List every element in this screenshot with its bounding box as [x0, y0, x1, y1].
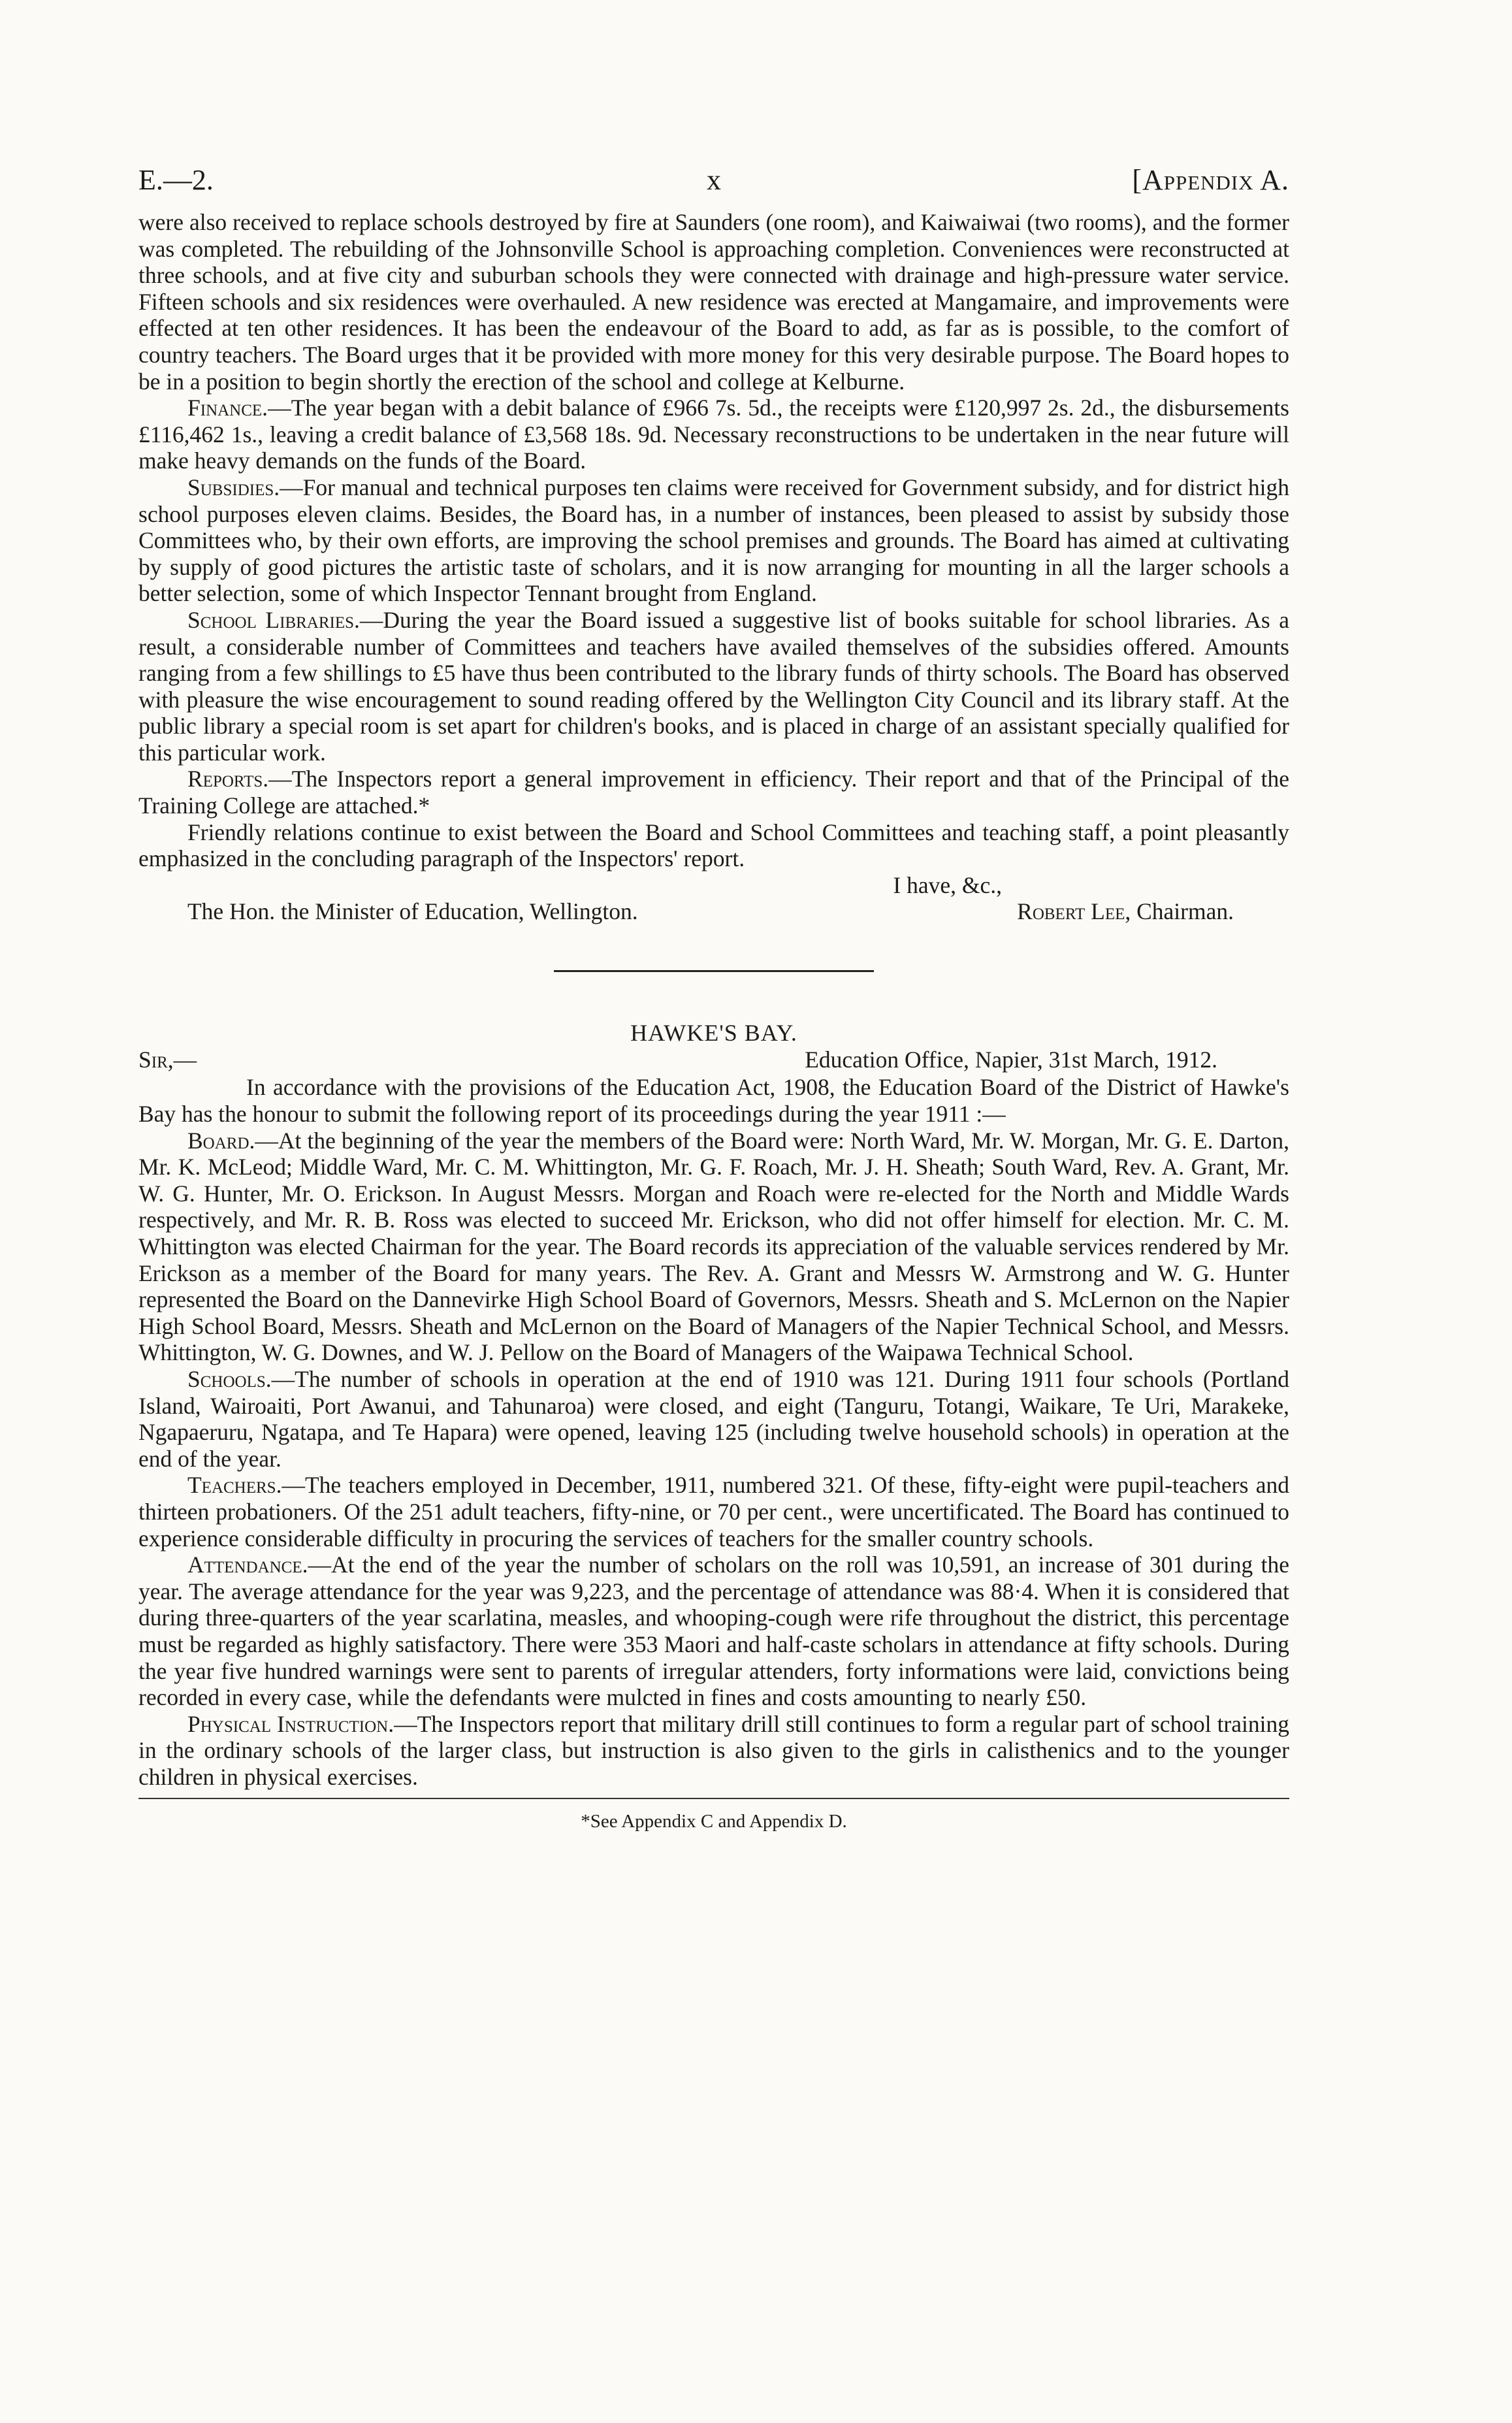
- section-title: HAWKE'S BAY.: [630, 1020, 797, 1047]
- report-code: E.—2.: [138, 164, 214, 196]
- appendix-label: [Appendix A.: [1132, 164, 1289, 196]
- finance-heading: Finance.: [187, 395, 268, 421]
- teachers-text: —The teachers employed in December, 1911, numbered 321. Of these, fifty-eight were pupil-teachers and thirteen probationers. Of the 251 adult teachers, fifty-nine, or 70 per cent., were uncertificated. The Board has continued to experience considerable difficulty in procuring the services of teachers for the smaller country schools.: [138, 1472, 1289, 1552]
- physical-instruction-paragraph: [138, 1711, 1289, 1791]
- page-number: x: [707, 164, 721, 196]
- finance-text: —The year began with a debit balance of £966 7s. 5d., the receipts were £120,997 2s. 2d., the disbursements £116,462 1s., leaving a credit balance of £3,568 18s. 9d. Necessary reconstructions to be undertaken in the near future will make heavy demands on the funds of the Board.: [138, 395, 1289, 474]
- closing-line: I have, &c.,: [893, 871, 1002, 898]
- subsidies-text: —For manual and technical purposes ten claims were received for Government subsidy, and for district high school purposes eleven claims. Besides, the Board has, in a number of instances, been pleased to assist by subsidy those Committees who, by their own efforts, are improving the school premises and grounds. The Board has aimed at cultivating by supply of good pictures the artistic taste of scholars, and it is now arranging for mounting in all the larger schools a better selection, some of which Inspector Tennant brought from England.: [138, 474, 1289, 607]
- schools-text: —The number of schools in operation at the end of 1910 was 121. During 1911 four schools (Portland Island, Wairoaiti, Port Awanui, and Tahunaroa) were closed, and eight (Tanguru, Totangi, Waikare, Te Uri, Marakeke, Ngapaeruru, Ngatapa, and Te Hapara) were opened, leaving 125 (including twelve household schools) in operation at the end of the year.: [138, 1365, 1289, 1472]
- reports-heading: Reports.: [187, 766, 269, 792]
- finance-paragraph: [138, 395, 1289, 474]
- addressee: The Hon. the Minister of Education, Wellington.: [187, 898, 638, 925]
- schools-paragraph: [138, 1366, 1289, 1472]
- attendance-text: —At the end of the year the number of scholars on the roll was 10,591, an increase of 301 during the year. The average attendance for the year was 9,223, and the percentage of attendance was 88·4. When it is considered that during three-quarters of the year scarlatina, measles, and whooping-cough were rife throughout the district, this percentage must be regarded as highly satisfactory. There were 353 Maori and half-caste scholars in attendance at fifty schools. During the year five hundred warnings were sent to parents of irregular attenders, forty informations were laid, convictions being recorded in every case, while the defendants were mulcted in fines and costs amounting to nearly £50.: [138, 1552, 1289, 1711]
- section-divider: [554, 970, 874, 972]
- salutation-row: [138, 1047, 1289, 1074]
- page-header: [138, 163, 1289, 209]
- signatory-title: , Chairman.: [1125, 898, 1234, 925]
- intro-paragraph: In accordance with the provisions of the Education Act, 1908, the Education Board of the District of Hawke's Bay has the honour to submit the following report of its proceedings during the year 1911 :—: [138, 1074, 1289, 1128]
- subsidies-heading: Subsidies.: [187, 474, 280, 500]
- teachers-paragraph: [138, 1472, 1289, 1552]
- continued-paragraph: were also received to replace schools destroyed by fire at Saunders (one room), and Kaiwaiwai (two rooms), and the former was completed. The rebuilding of the Johnsonville School is approaching completion. Conveniences were reconstructed at three schools, and at five city and suburban schools they were connected with drainage and high-pressure water service. Fifteen schools and six residences were overhauled. A new residence was erected at Mangamaire, and improvements were effected at ten other residences. It has been the endeavour of the Board to add, as far as is possible, to the comfort of country teachers. The Board urges that it be provided with more money for this very desirable purpose. The Board hopes to be in a position to begin shortly the erection of the school and college at Kelburne.: [138, 209, 1289, 395]
- signatory-name: Robert Lee: [1017, 898, 1125, 925]
- schools-heading: Schools.: [187, 1365, 272, 1392]
- signature-row: [138, 898, 1289, 926]
- school-libraries-text: —During the year the Board issued a suggestive list of books suitable for school libraries. As a result, a considerable number of Committees and teachers have availed themselves of the subsidies offered. Amounts ranging from a few shillings to £5 have thus been contributed to the library funds of thirty schools. The Board has observed with pleasure the wise encouragement to sound reading offered by the Wellington City Council and its library staff. At the public library a special room is set apart for children's books, and is placed in charge of an assistant specially qualified for this particular work.: [138, 606, 1289, 766]
- friendly-relations-paragraph: Friendly relations continue to exist between the Board and School Committees and teaching staff, a point pleasantly emphasized in the concluding paragraph of the Inspectors' report.: [138, 819, 1289, 872]
- footnote: *See Appendix C and Appendix D.: [581, 1811, 847, 1832]
- signatory: [1017, 898, 1234, 925]
- reports-text: —The Inspectors report a general improvement in efficiency. Their report and that of the Principal of the Training College are attached.*: [138, 766, 1289, 819]
- board-heading: Board.: [187, 1127, 255, 1154]
- reports-paragraph: [138, 766, 1289, 819]
- letter-address: Education Office, Napier, 31st March, 1912.: [805, 1047, 1217, 1073]
- school-libraries-heading: School Libraries.: [187, 606, 360, 633]
- salutation: Sir,—: [138, 1047, 197, 1073]
- board-text: —At the beginning of the year the members of the Board were: North Ward, Mr. W. Morgan, Mr. G. E. Darton, Mr. K. McLeod; Middle Ward, Mr. C. M. Whittington, Mr. G. F. Roach, Mr. J. H. Sheath; South Ward, Rev. A. Grant, Mr. W. G. Hunter, Mr. O. Erickson. In August Messrs. Morgan and Roach were re-elected for the North and Middle Wards respectively, and Mr. R. B. Ross was elected to succeed Mr. Erickson, who did not offer himself for election. Mr. C. M. Whittington was elected Chairman for the year. The Board records its appreciation of the valuable services rendered by Mr. Erickson as a member of the Board for many years. The Rev. A. Grant and Messrs W. Armstrong and W. G. Hunter represented the Board on the Dannevirke High School Board of Governors, Messrs. Sheath and S. McLernon on the Napier High School Board, Messrs. Sheath and McLernon on the Board of Managers of the Napier Technical School, and Messrs. Whittington, W. G. Downes, and W. J. Pellow on the Board of Managers of the Waipawa Technical School.: [138, 1127, 1289, 1366]
- board-paragraph: [138, 1128, 1289, 1366]
- physical-instruction-heading: Physical Instruction.: [187, 1710, 394, 1737]
- school-libraries-paragraph: [138, 607, 1289, 766]
- subsidies-paragraph: [138, 474, 1289, 607]
- physical-instruction-text: —The Inspectors report that military drill still continues to form a regular part of school training in the ordinary schools of the larger class, but instruction is also given to the girls in calisthenics and to the younger children in physical exercises.: [138, 1710, 1289, 1790]
- footnote-rule: [138, 1798, 1289, 1799]
- attendance-paragraph: [138, 1552, 1289, 1711]
- attendance-heading: Attendance.: [187, 1552, 308, 1578]
- page: [138, 163, 1289, 1832]
- teachers-heading: Teachers.: [187, 1472, 282, 1499]
